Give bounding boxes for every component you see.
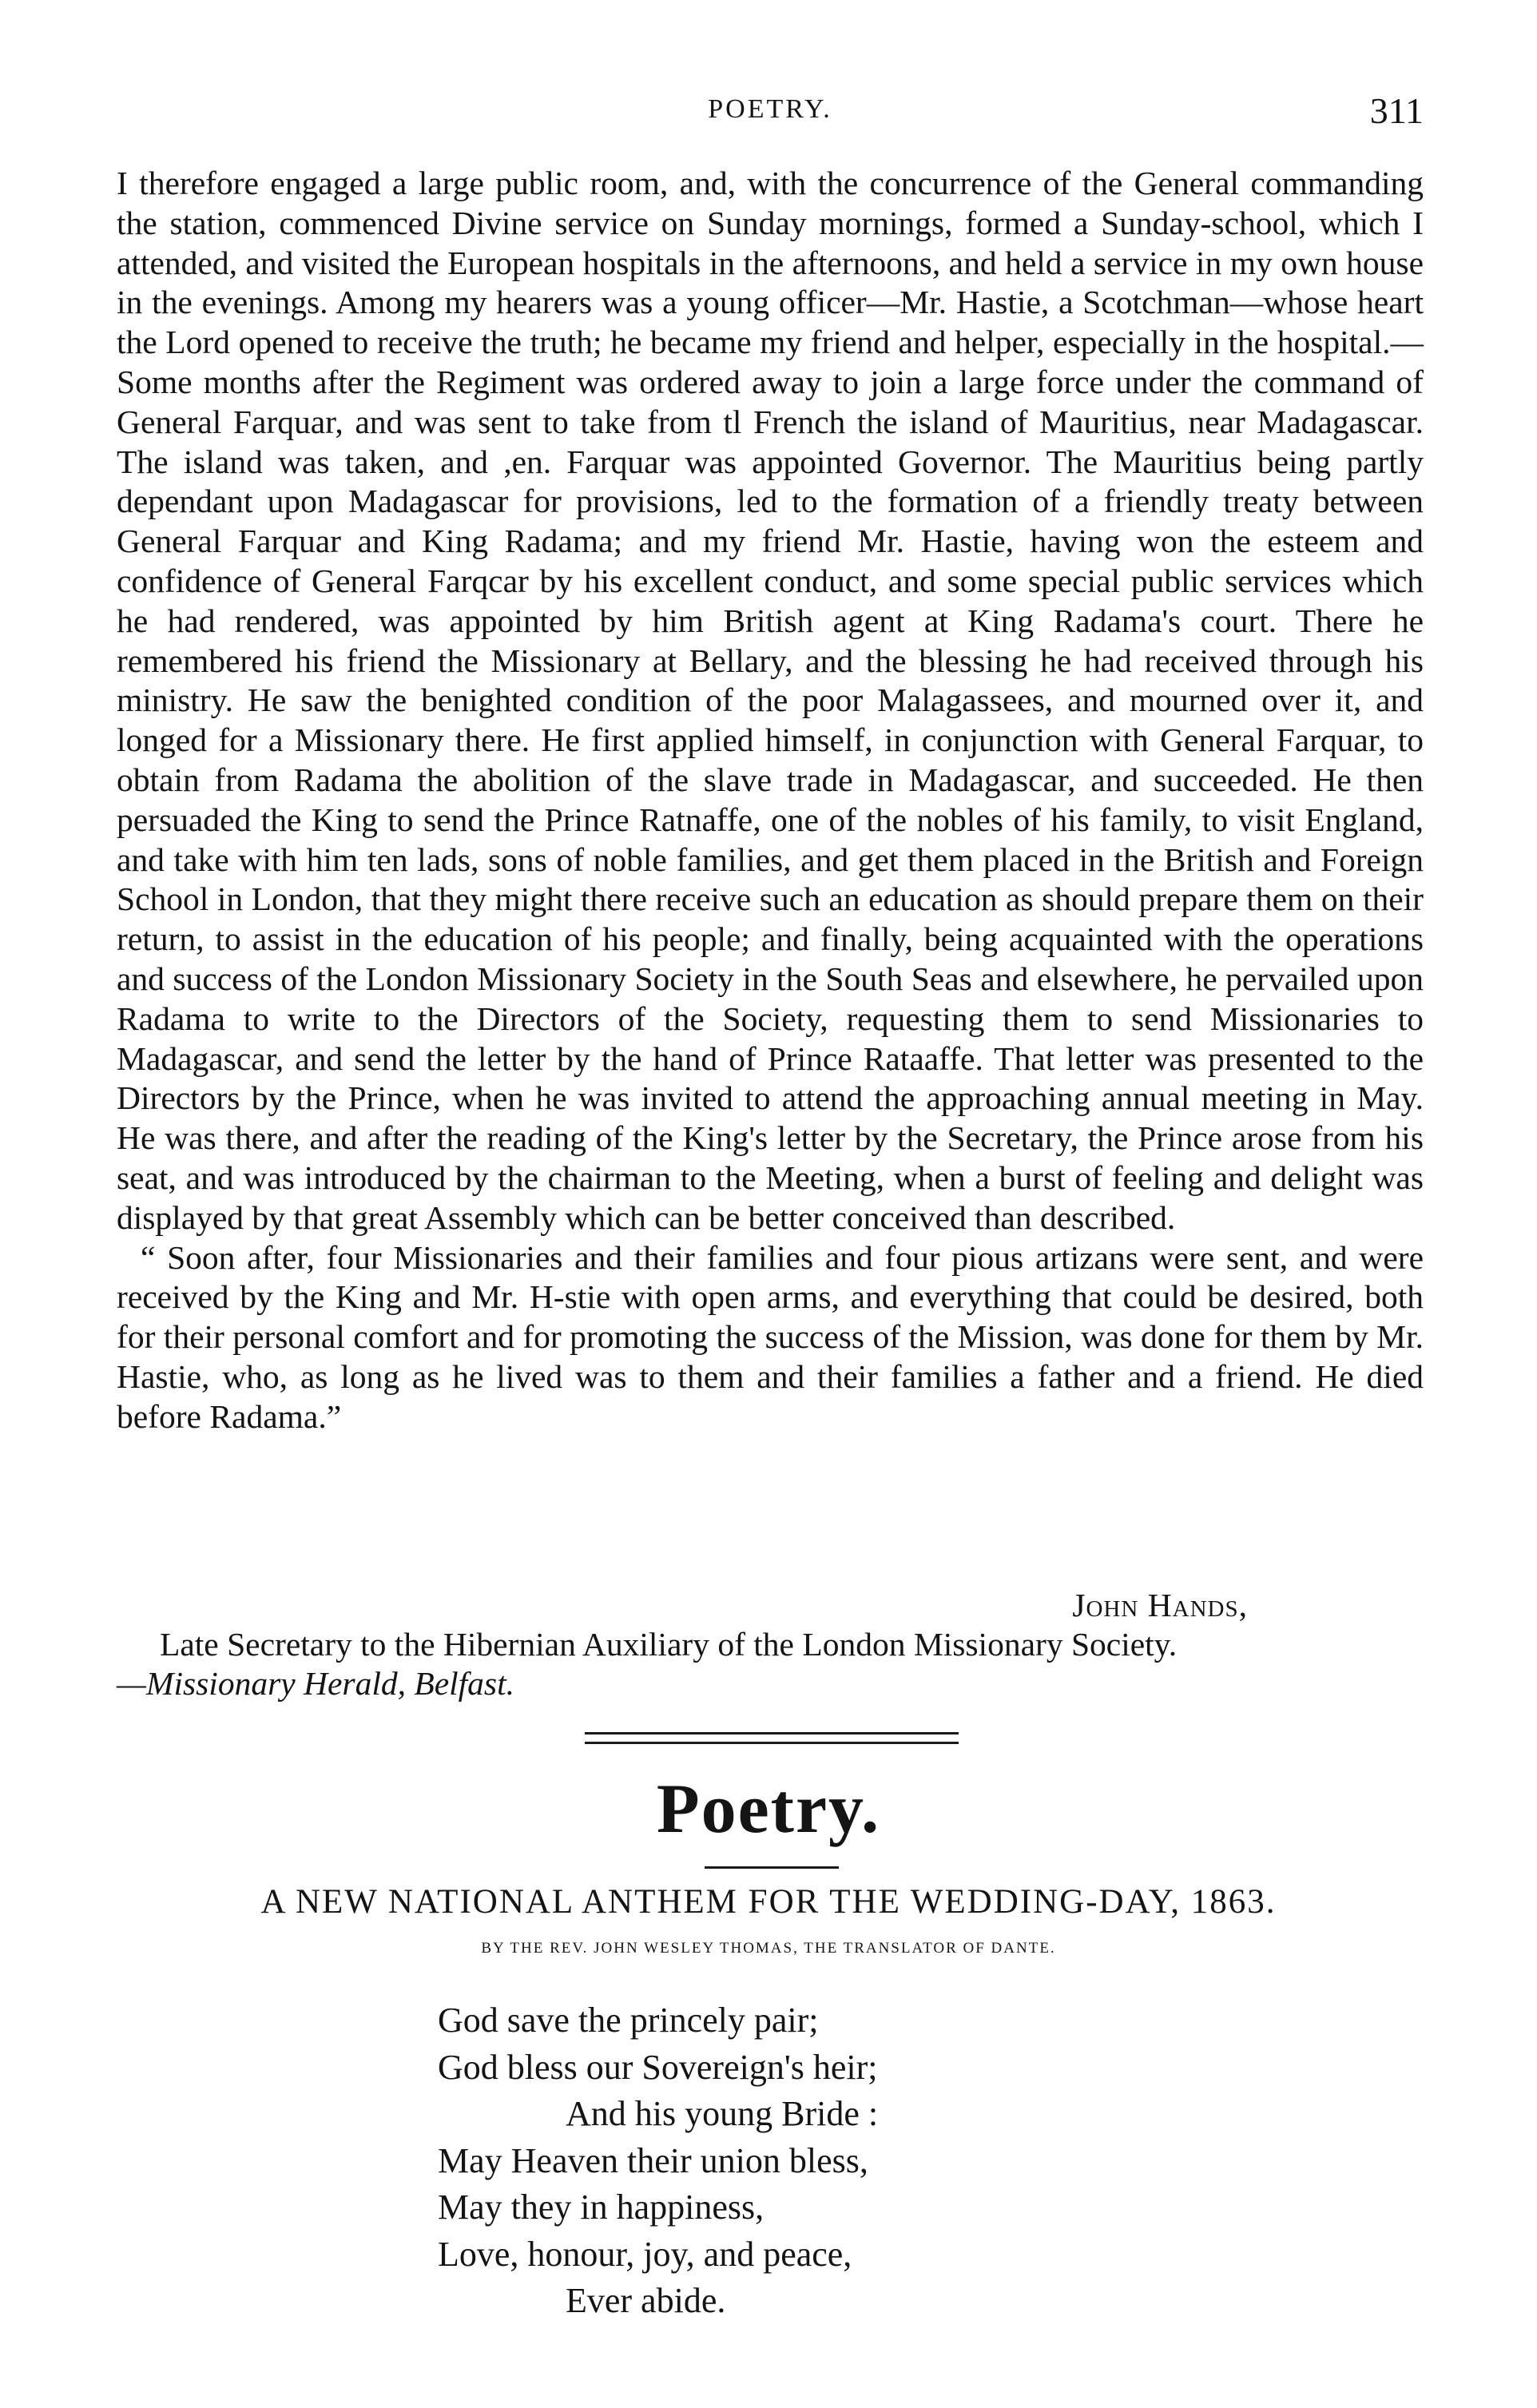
- poem-line: God bless our Sovereign's heir;: [438, 2047, 878, 2087]
- running-head: [117, 89, 1424, 137]
- poem-line: God save the princely pair;: [438, 2001, 819, 2040]
- poem-byline: BY THE REV. JOHN WESLEY THOMAS, THE TRANSLATOR OF DANTE.: [481, 1940, 1056, 1957]
- page-number: 311: [1369, 90, 1424, 131]
- article-paragraph: “ Soon after, four Missionaries and their families and four pious artizans were sent, and were received by the King and Mr. H-stie with open arms, and everything that could be desired, both for their personal comfort and for promoting the success of the Mission, was done for them by Mr. Hastie, who, as long as he lived was to them and their families a father and a friend. He died before Radama.”: [117, 1238, 1424, 1435]
- signature-block: [117, 1586, 1424, 1703]
- section-heading: Poetry.: [656, 1770, 881, 1848]
- poem-line: Love, honour, joy, and peace,: [438, 2234, 852, 2274]
- poem-stanza: [438, 1997, 878, 2325]
- poem-line: May Heaven their union bless,: [438, 2140, 868, 2180]
- poem-line: May they in happiness,: [438, 2187, 765, 2227]
- source-citation: —Missionary Herald, Belfast.: [117, 1665, 514, 1702]
- heading-underline: [705, 1866, 839, 1869]
- article-paragraph: I therefore engaged a large public room, and, with the concurrence of the General commanding the station, commenced Divine service on Sunday mornings, formed a Sunday-school, which I attended, and visited the European hospitals in the afternoons, and held a service in my own house in the evenings. Among my hearers was a young officer—Mr. Hastie, a Scotchman—whose heart the Lord opened to receive the truth; he became my friend and helper, especially in the hospital.—Some months after the Regiment was ordered away to join a large force under the command of General Farquar, and was sent to take from tl French the island of Mauritius, near Madagascar. The island was taken, and ,en. Farquar was appointed Governor. The Mauritius being partly dependant upon Madagascar for provisions, led to the formation of a friendly treaty between General Farquar and King Radama; and my friend Mr. Hastie, having won the esteem and confidence of General Farqcar by his excellent conduct, and some special public services which he had rendered, was appointed by him British agent at King Radama's court. There he remembered his friend the Missionary at Bellary, and the blessing he had received through his ministry. He saw the benighted condition of the poor Malagassees, and mourned over it, and longed for a Missionary there. He first applied himself, in conjunction with General Farquar, to obtain from Radama the abolition of the slave trade in Madagascar, and succeeded. He then persuaded the King to send the Prince Ratnaffe, one of the nobles of his family, to visit England, and take with him ten lads, sons of noble families, and get them placed in the British and Foreign School in London, that they might there receive such an education as should prepare them on their return, to assist in the education of his people; and finally, being acquainted with the operations and success of the London Missionary Society in the South Seas and elsewhere, he pervailed upon Radama to write to the Directors of the Society, requesting them to send Missionaries to Madagascar, and send the letter by the hand of Prince Rataaffe. That letter was presented to the Directors by the Prince, when he was invited to attend the approaching annual meeting in May. He was there, and after the reading of the King's letter by the Secretary, the Prince arose from his seat, and was introduced by the chairman to the Meeting, when a burst of feeling and delight was displayed by that great Assembly which can be better conceived than described.: [117, 165, 1424, 1236]
- section-divider: [585, 1732, 959, 1744]
- poem-line: And his young Bride :: [566, 2094, 879, 2133]
- poem-line: Ever abide.: [566, 2281, 726, 2320]
- poem-title: A NEW NATIONAL ANTHEM FOR THE WEDDING-DAY, 1863.: [260, 1883, 1277, 1921]
- signature-name: John Hands,: [1072, 1587, 1248, 1623]
- running-title: POETRY.: [708, 94, 832, 124]
- signature-role: Late Secretary to the Hibernian Auxiliary of the London Missionary Society.: [160, 1626, 1178, 1663]
- article-body: [117, 164, 1424, 1437]
